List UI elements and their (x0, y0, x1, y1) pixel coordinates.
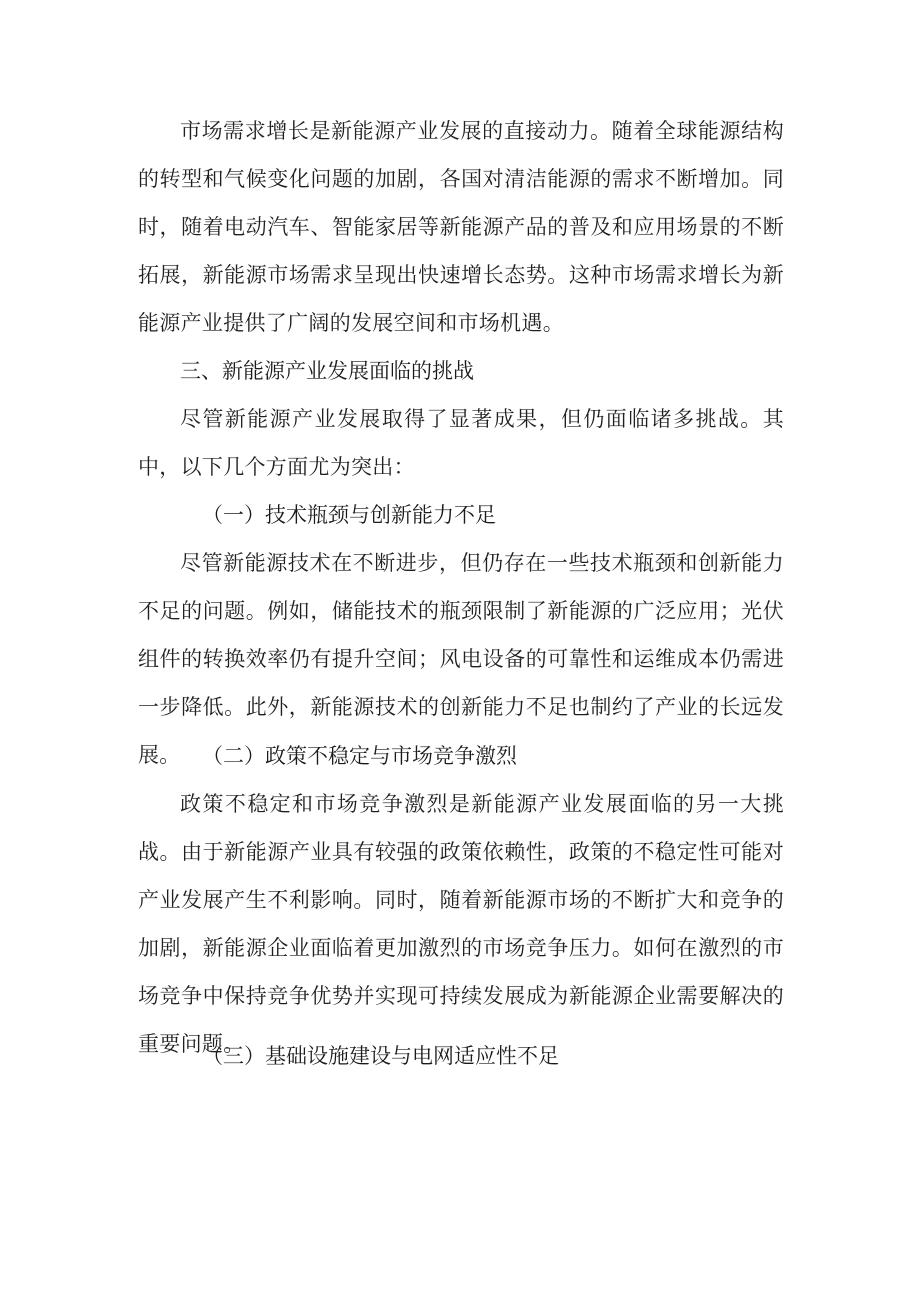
subheading-infrastructure-grid: （三）基础设施建设与电网适应性不足 (202, 1044, 559, 1068)
paragraph-tech-bottleneck: 尽管新能源技术在不断进步，但仍存在一些技术瓶颈和创新能力不足的问题。例如，储能技术的瓶颈限制了新能源的广泛应用；光伏组件的转换效率仍有提升空间；风电设备的可靠性和运维成本仍需进一步降低。此外，新能源技术的创新能力不足也制约了产业的长远发展。 (138, 551, 784, 767)
paragraph-challenges-intro: 尽管新能源产业发展取得了显著成果，但仍面临诸多挑战。其中，以下几个方面尤为突出： (138, 407, 784, 479)
paragraph-policy-competition: 政策不稳定和市场竞争激烈是新能源产业发展面临的另一大挑战。由于新能源产业具有较强的政策依赖性，政策的不稳定性可能对产业发展产生不利影响。同时，随着新能源市场的不断扩大和竞争的加剧，新能源企业面临着更加激烈的市场竞争压力。如何在激烈的市场竞争中保持竞争优势并实现可持续发展成为新能源企业需要解决的重要问题。 (138, 792, 784, 1056)
paragraph-market-demand: 市场需求增长是新能源产业发展的直接动力。随着全球能源结构的转型和气候变化问题的加剧，各国对清洁能源的需求不断增加。同时，随着电动汽车、智能家居等新能源产品的普及和应用场景的不断拓展，新能源市场需求呈现出快速增长态势。这种市场需求增长为新能源产业提供了广阔的发展空间和市场机遇。 (138, 119, 784, 335)
subheading-policy-competition: （二）政策不稳定与市场竞争激烈 (202, 744, 517, 768)
subheading-tech-bottleneck: （一）技术瓶颈与创新能力不足 (202, 503, 496, 527)
section-heading-challenges: 三、新能源产业发展面临的挑战 (180, 359, 474, 383)
